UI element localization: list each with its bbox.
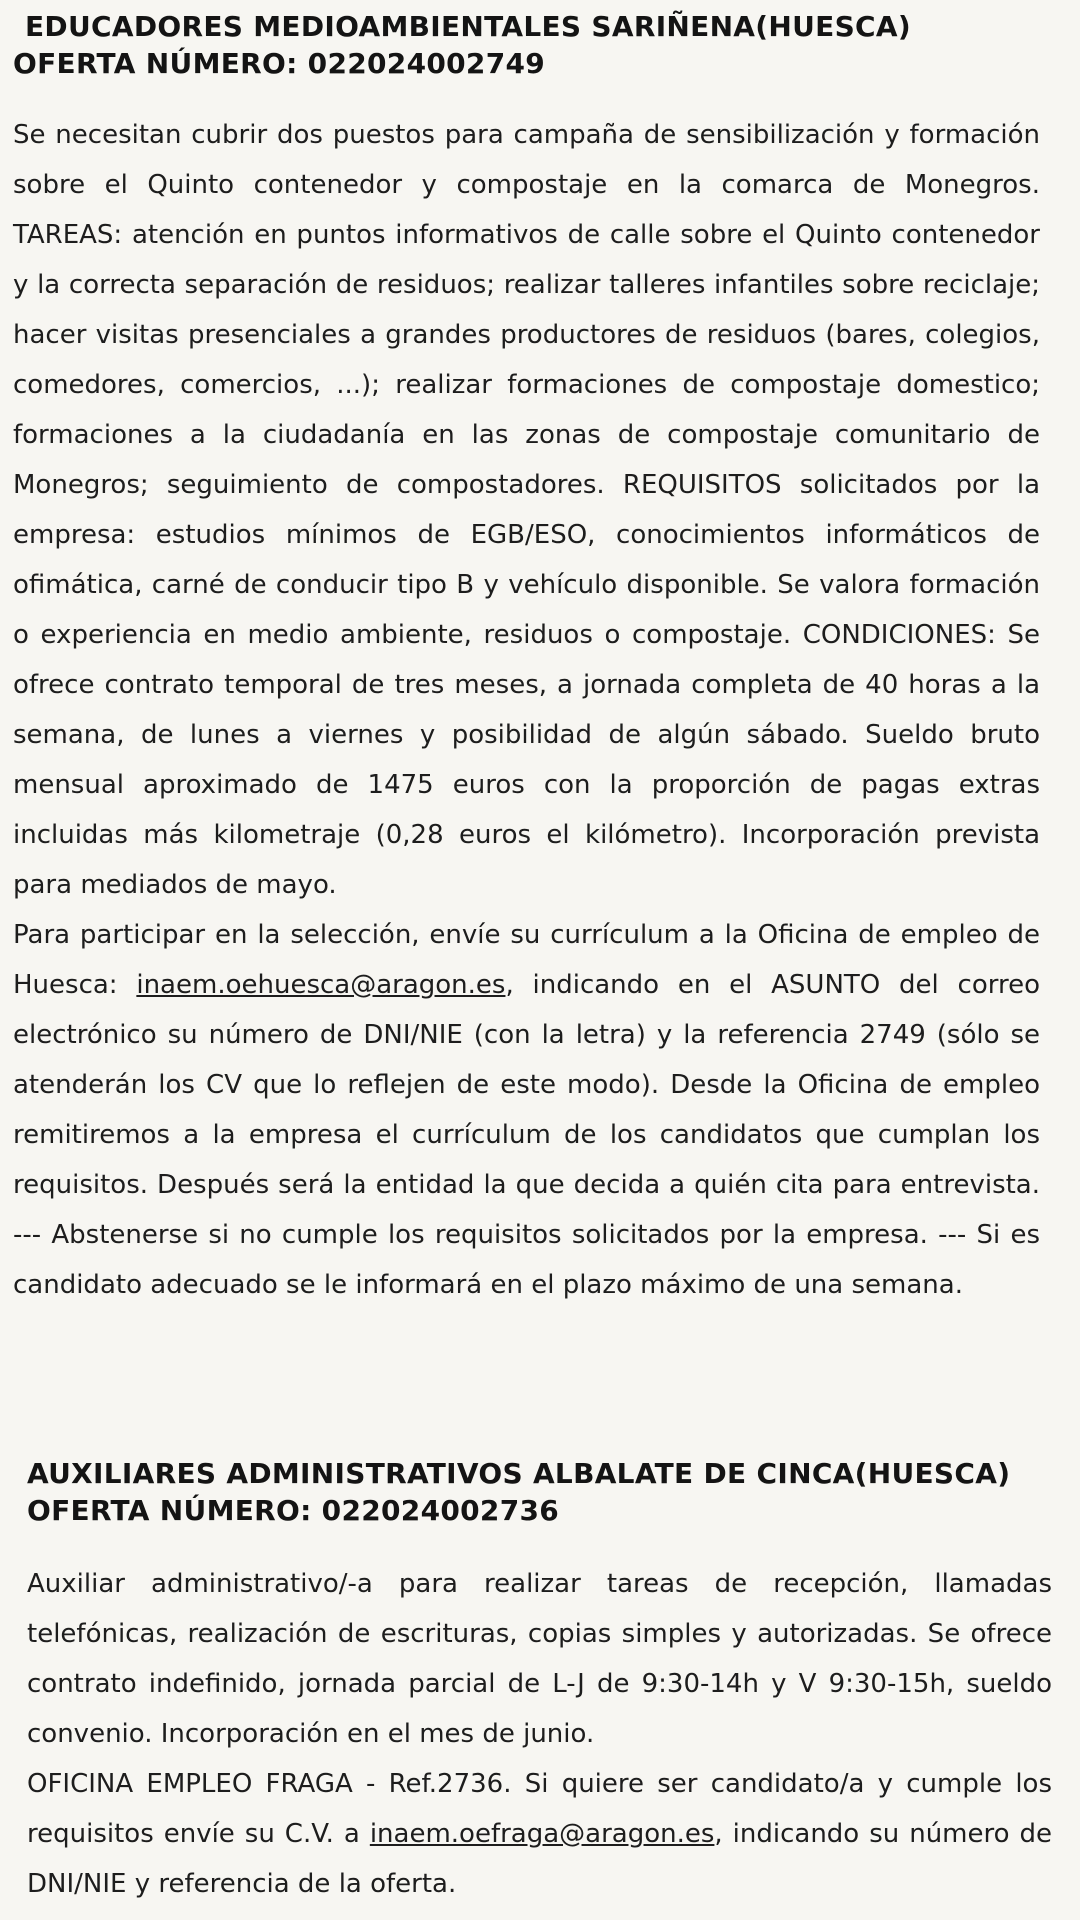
offer-title-position: AUXILIARES ADMINISTRATIVOS ALBALATE DE CINCA(HUESCA) — [27, 1457, 1011, 1490]
apply-text-before: Para participar en la selección, envíe su currículum a la Oficina de empleo de Huesca: — [13, 920, 1040, 1000]
job-offer-auxiliares — [27, 1455, 1052, 1909]
apply-text-after: , indicando su número de DNI/NIE y referencia de la oferta. — [27, 1819, 1053, 1899]
job-offer-educadores — [13, 8, 1040, 1310]
offer-apply-instructions — [27, 1759, 1052, 1909]
offer-number: OFERTA NÚMERO: 022024002749 — [13, 47, 546, 80]
apply-text-before: OFICINA EMPLEO FRAGA - Ref.2736. Si quiere ser candidato/a y cumple los requisitos envíe su C.V. a — [27, 1769, 1052, 1849]
offer-title-position: EDUCADORES MEDIOAMBIENTALES SARIÑENA(HUESCA) — [25, 10, 911, 43]
offer-body — [27, 1559, 1052, 1909]
offer-description: Auxiliar administrativo/-a para realizar tareas de recepción, llamadas telefónicas, realización de escrituras, copias simples y autorizadas. Se ofrece contrato indefinido, jornada parcial de L-J de 9:30-14h y V 9:30-15h, sueldo convenio. Incorporación en el mes de junio. — [27, 1569, 1052, 1749]
offer-description: Se necesitan cubrir dos puestos para campaña de sensibilización y formación sobre el Quinto contenedor y compostaje en la comarca de Monegros. TAREAS: atención en puntos informativos de calle sobre el Quinto contenedor y la correcta separación de residuos; realizar talleres infantiles sobre reciclaje; hacer visitas presenciales a grandes productores de residuos (bares, colegios, comedores, comercios, ...); realizar formaciones de compostaje domestico; formaciones a la ciudadanía en las zonas de compostaje comunitario de Monegros; seguimiento de compostadores. REQUISITOS solicitados por la empresa: estudios mínimos de EGB/ESO, conocimientos informáticos de ofimática, carné de conducir tipo B y vehículo disponible. Se valora formación o experiencia en medio ambiente, residuos o compostaje. CONDICIONES: Se ofrece contrato temporal de tres meses, a jornada completa de 40 horas a la semana, de lunes a viernes y posibilidad de algún sábado. Sueldo bruto mensual aproximado de 1475 euros con la proporción de pagas extras incluidas más kilometraje (0,28 euros el kilómetro). Incorporación prevista para mediados de mayo. — [13, 120, 1040, 900]
offer-body — [13, 110, 1040, 1310]
offer-number: OFERTA NÚMERO: 022024002736 — [27, 1494, 560, 1527]
apply-text-after: , indicando en el ASUNTO del correo electrónico su número de DNI/NIE (con la letra) y la referencia 2749 (sólo se atenderán los CV que lo reflejen de este modo). Desde la Oficina de empleo remitiremos a la empresa el currículum de los candidatos que cumplan los requisitos. Después será la entidad la que decida a quién cita para entrevista. --- Abstenerse si no cumple los requisitos solicitados por la empresa. --- Si es candidato adecuado se le informará en el plazo máximo de una semana. — [13, 970, 1041, 1300]
offer-apply-instructions — [13, 910, 1040, 1310]
offer-title — [27, 1455, 1052, 1529]
email-link-huesca[interactable]: inaem.oehuesca@aragon.es — [136, 970, 506, 1000]
email-link-fraga[interactable]: inaem.oefraga@aragon.es — [369, 1819, 715, 1849]
offer-title — [13, 8, 1040, 82]
